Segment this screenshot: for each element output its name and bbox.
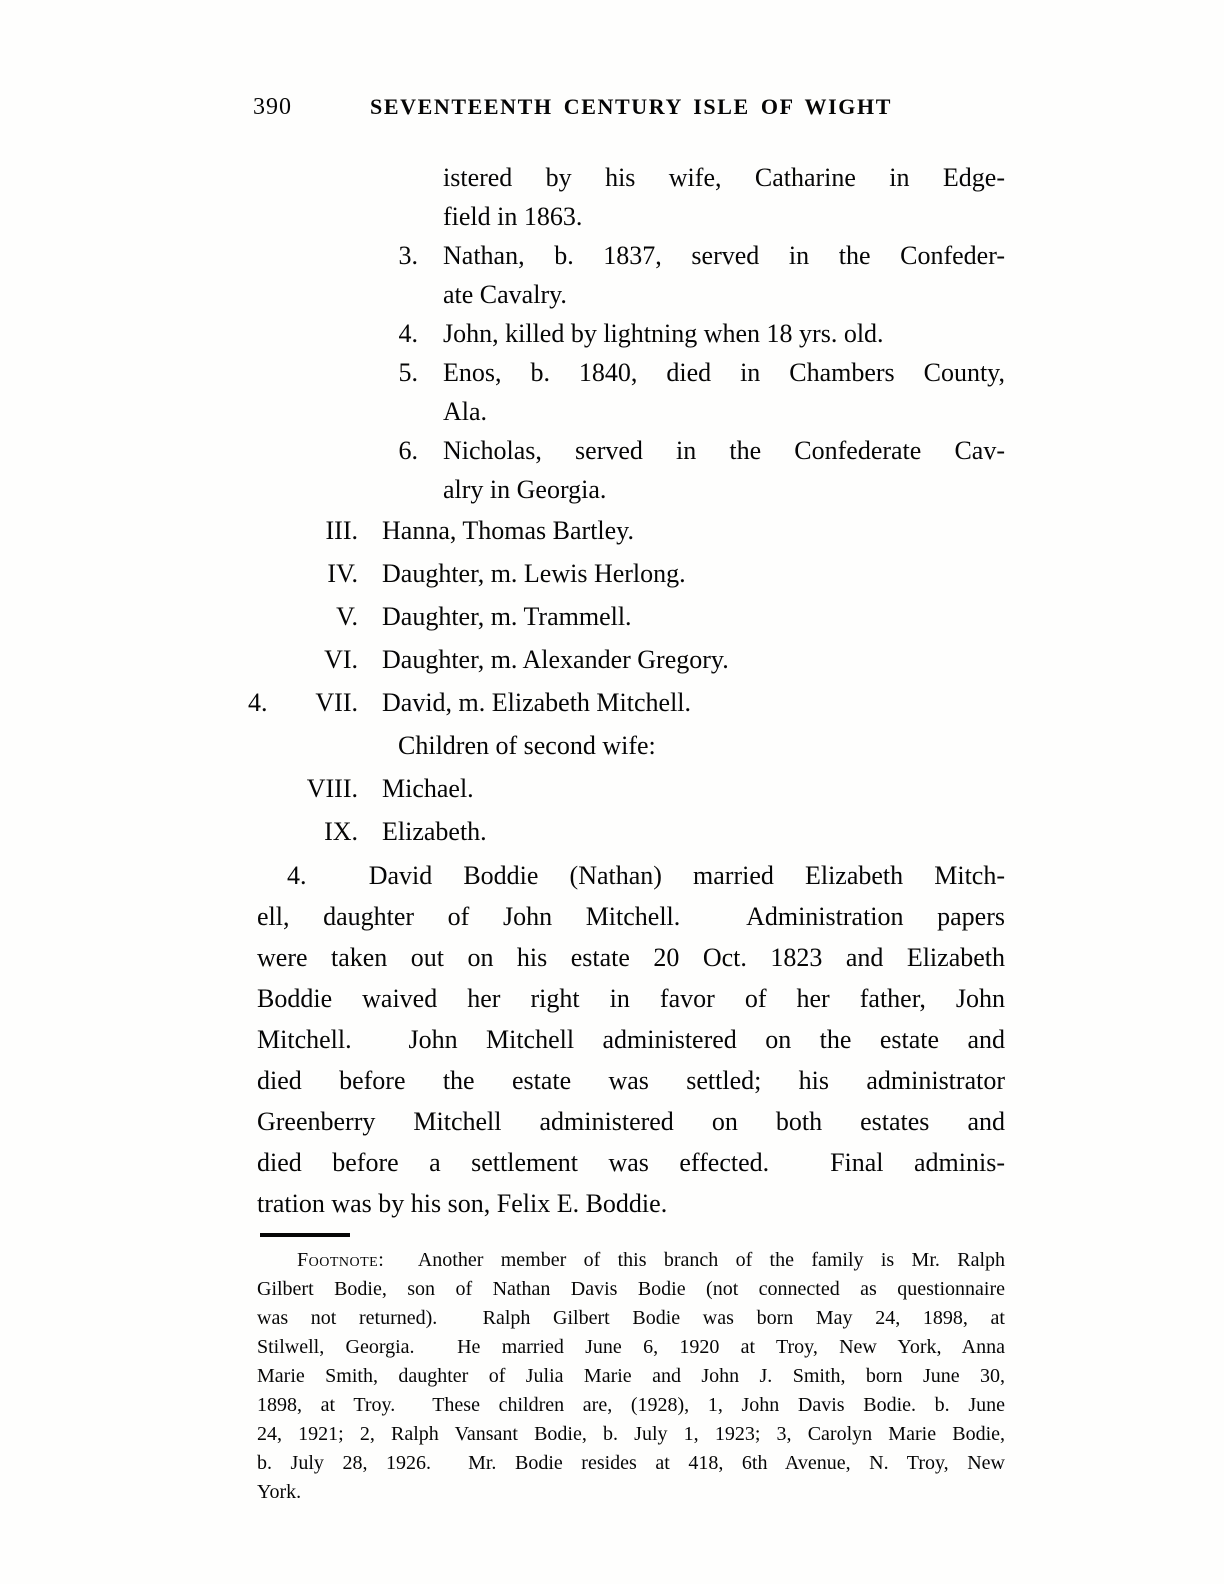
text-line: 1898, at Troy. These children are, (1928), 1, John Davis Bodie. b. June bbox=[257, 1394, 1005, 1416]
outline-item bbox=[257, 810, 1005, 853]
item-text bbox=[257, 509, 1005, 552]
item-number: III. bbox=[325, 516, 358, 545]
genealogy-paragraph bbox=[257, 855, 1005, 1224]
item-number: 6. bbox=[398, 436, 418, 465]
text-line: Nathan, b. 1837, served in the Confeder- bbox=[443, 241, 1005, 270]
text-line: field in 1863. bbox=[443, 202, 583, 231]
outline-item bbox=[257, 638, 1005, 681]
text-line: Enos, b. 1840, died in Chambers County, bbox=[443, 358, 1005, 387]
item-number: VI. bbox=[324, 645, 358, 674]
page-content bbox=[248, 92, 1005, 1507]
page-header bbox=[253, 92, 1005, 122]
text-line: Mitchell. John Mitchell administered on the estate and bbox=[257, 1025, 1005, 1054]
footnote-rule bbox=[260, 1233, 350, 1237]
text-line: David, m. Elizabeth Mitchell. bbox=[382, 688, 692, 717]
level-number: 4. bbox=[248, 688, 268, 717]
text-line: alry in Georgia. bbox=[443, 475, 607, 504]
item-text bbox=[257, 595, 1005, 638]
page-number: 390 bbox=[253, 94, 292, 120]
text-line: Footnote: Another member of this branch of the family is Mr. Ralph bbox=[297, 1249, 1005, 1271]
text-line: Greenberry Mitchell administered on both estates and bbox=[257, 1107, 1005, 1136]
item-number: IV. bbox=[327, 559, 358, 588]
outline-item bbox=[257, 236, 1005, 314]
footnote bbox=[257, 1246, 1005, 1507]
item-text bbox=[257, 638, 1005, 681]
text-line: Stilwell, Georgia. He married June 6, 1920 at Troy, New York, Anna bbox=[257, 1336, 1005, 1358]
text-line: Elizabeth. bbox=[382, 817, 487, 846]
outline-item bbox=[257, 158, 1005, 236]
item-text bbox=[257, 552, 1005, 595]
text-line: Ala. bbox=[443, 397, 488, 426]
text-line: istered by his wife, Catharine in Edge- bbox=[443, 163, 1005, 192]
text-line: Michael. bbox=[382, 774, 474, 803]
outline-item bbox=[257, 552, 1005, 595]
item-number: 3. bbox=[398, 241, 418, 270]
text-line: died before the estate was settled; his administrator bbox=[257, 1066, 1005, 1095]
outline-item bbox=[257, 314, 1005, 353]
text-line: Children of second wife: bbox=[398, 731, 656, 760]
item-text bbox=[257, 681, 1005, 767]
text-line: Nicholas, served in the Confederate Cav- bbox=[443, 436, 1005, 465]
text-line: b. July 28, 1926. Mr. Bodie resides at 418, 6th Avenue, N. Troy, New bbox=[257, 1452, 1005, 1474]
item-text bbox=[257, 158, 1005, 236]
text-line: Daughter, m. Lewis Herlong. bbox=[382, 559, 686, 588]
outline-item bbox=[257, 353, 1005, 431]
text-line: Hanna, Thomas Bartley. bbox=[382, 516, 634, 545]
outline-item bbox=[257, 509, 1005, 552]
item-number: IX. bbox=[324, 817, 358, 846]
item-number: V. bbox=[336, 602, 358, 631]
text-line: Daughter, m. Alexander Gregory. bbox=[382, 645, 729, 674]
footnote-label: Footnote: bbox=[297, 1249, 385, 1271]
text-line: York. bbox=[257, 1481, 302, 1503]
text-line: Marie Smith, daughter of Julia Marie and John J. Smith, born June 30, bbox=[257, 1365, 1005, 1387]
text-line: were taken out on his estate 20 Oct. 1823 and Elizabeth bbox=[257, 943, 1005, 972]
outline-item bbox=[248, 681, 1005, 767]
text-line: tration was by his son, Felix E. Boddie. bbox=[257, 1189, 668, 1218]
text-line: Daughter, m. Trammell. bbox=[382, 602, 632, 631]
item-number: VIII. bbox=[306, 774, 358, 803]
item-text bbox=[257, 810, 1005, 853]
text-line: was not returned). Ralph Gilbert Bodie was born May 24, 1898, at bbox=[257, 1307, 1005, 1329]
text-line: ate Cavalry. bbox=[443, 280, 567, 309]
outline-item bbox=[257, 595, 1005, 638]
outline-item bbox=[257, 767, 1005, 810]
item-number: VII. bbox=[315, 688, 358, 717]
outline-item bbox=[257, 431, 1005, 509]
item-text bbox=[257, 767, 1005, 810]
text-line: Boddie waived her right in favor of her father, John bbox=[257, 984, 1005, 1013]
text-line: 4. David Boddie (Nathan) married Elizabeth Mitch- bbox=[287, 861, 1005, 890]
item-number: 4. bbox=[398, 319, 418, 348]
text-line: 24, 1921; 2, Ralph Vansant Bodie, b. July 1, 1923; 3, Carolyn Marie Bodie, bbox=[257, 1423, 1005, 1445]
text-line: ell, daughter of John Mitchell. Administration papers bbox=[257, 902, 1005, 931]
running-title: SEVENTEENTH CENTURY ISLE OF WIGHT bbox=[370, 94, 892, 119]
text-line: John, killed by lightning when 18 yrs. old. bbox=[443, 319, 884, 348]
text-line: died before a settlement was effected. Final adminis- bbox=[257, 1148, 1005, 1177]
outline-list bbox=[248, 158, 1005, 853]
item-number: 5. bbox=[398, 358, 418, 387]
text-line: Gilbert Bodie, son of Nathan Davis Bodie (not connected as questionnaire bbox=[257, 1278, 1005, 1300]
